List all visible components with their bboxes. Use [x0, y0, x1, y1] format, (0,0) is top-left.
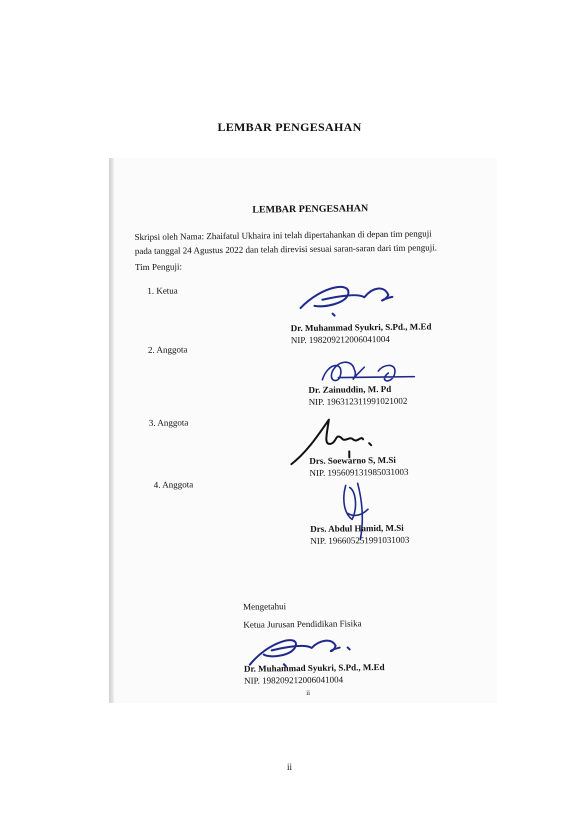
page-title: LEMBAR PENGESAHAN: [217, 120, 362, 134]
examiner-4-nip: NIP. 196605251991031003: [310, 534, 410, 546]
scan-heading: LEMBAR PENGESAHAN: [252, 203, 369, 216]
examiner-2-name: Dr. Zainuddin, M. Pd: [308, 383, 392, 395]
known-by-label: Mengetahui: [243, 601, 287, 612]
examiner-1-name: Dr. Muhammad Syukri, S.Pd., M.Ed: [290, 321, 432, 334]
examiner-3-name: Drs. Soewarno S, M.Si: [309, 454, 396, 466]
examiner-3-role: 3. Anggota: [148, 417, 189, 428]
intro-line-1: Skripsi oleh Nama: Zhaifatul Ukhaira ini telah dipertahankan di depan tim penguji: [134, 228, 432, 243]
department-head-label: Ketua Jurusan Pendidikan Fisika: [243, 618, 362, 630]
examiner-4-role: 4. Anggota: [153, 479, 194, 490]
scanned-approval-sheet: [109, 158, 497, 703]
examiner-1-nip: NIP. 198209212006041004: [290, 333, 390, 346]
examiner-2-role: 2. Anggota: [147, 344, 188, 355]
department-head-nip: NIP. 198209212006041004: [243, 674, 344, 686]
department-head-name: Dr. Muhammad Syukri, S.Pd., M.Ed: [243, 662, 385, 674]
examiner-2-nip: NIP. 196312311991021002: [308, 395, 408, 407]
examiner-1-signature: [292, 277, 403, 320]
examiner-1-role: 1. Ketua: [147, 285, 178, 296]
page-number: ii: [286, 762, 292, 772]
examiner-3-nip: NIP. 195609131985031003: [309, 466, 409, 478]
examiner-4-name: Drs. Abdul Hamid, M.Si: [310, 522, 404, 534]
intro-line-2: pada tanggal 24 Agustus 2022 dan telah direvisi sesuai saran-saran dari tim penguji.: [134, 242, 438, 257]
scan-page-number: ii: [306, 688, 311, 697]
examiner-team-label: Tim Penguji:: [134, 261, 182, 273]
